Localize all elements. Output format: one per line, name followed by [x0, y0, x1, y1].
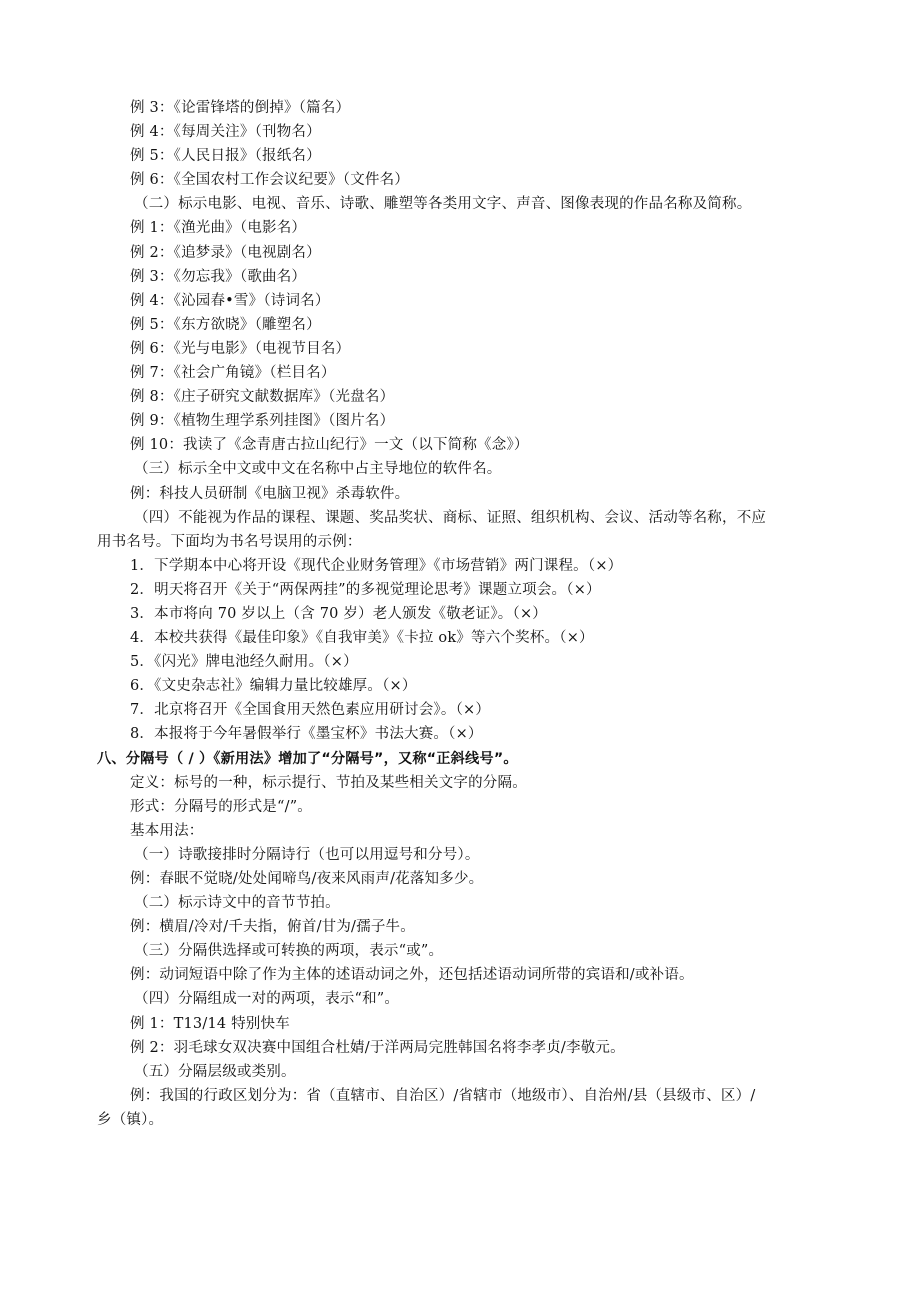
text-line: （二）标示电影、电视、音乐、诗歌、雕塑等各类用文字、声音、图像表现的作品名称及简称。 — [134, 196, 752, 213]
text-line: 定义：标号的一种，标示提行、节拍及某些相关文字的分隔。 — [130, 774, 527, 791]
text-line: 例：我国的行政区划分为：省（直辖市、自治区）/省辖市（地级市）、自治州/县（县级市、区）/ — [130, 1087, 756, 1104]
text-line: （四）不能视为作品的课程、课题、奖品奖状、商标、证照、组织机构、会议、活动等名称，不应 — [134, 509, 767, 526]
text-line: 2．明天将召开《关于“两保两挂”的多视觉理论思考》课题立项会。（×） — [130, 581, 601, 598]
text-line: （三）标示全中文或中文在名称中占主导地位的软件名。 — [134, 461, 502, 478]
text-line: 基本用法： — [130, 822, 204, 839]
text-line: 例 10：我读了《念青唐古拉山纪行》一文（以下简称《念》） — [130, 437, 529, 454]
text-line: 5．《闪光》牌电池经久耐用。（×） — [130, 654, 358, 671]
text-line: 1．下学期本中心将开设《现代企业财务管理》《市场营销》两门课程。（×） — [130, 557, 623, 574]
text-line: 例 4：《沁园春•雪》（诗词名） — [130, 292, 330, 309]
text-line: 例 5：《人民日报》（报纸名） — [130, 148, 321, 165]
text-line: 例 9：《植物生理学系列挂图》（图片名） — [130, 413, 395, 430]
text-line: 形式：分隔号的形式是“/”。 — [130, 798, 313, 815]
text-line: 8．本报将于今年暑假举行《墨宝杯》书法大赛。（×） — [130, 726, 483, 743]
text-line: 4．本校共获得《最佳印象》《自我审美》《卡拉 ok》等六个奖杯。（×） — [130, 630, 594, 647]
section-heading: 八、分隔号（ / ）《新用法》增加了“分隔号”，又称“正斜线号”。 — [97, 750, 518, 767]
text-line: 7．北京将召开《全国食用天然色素应用研讨会》。（×） — [130, 702, 491, 719]
document-body — [0, 96, 920, 1132]
text-line: （三）分隔供选择或可转换的两项，表示“或”。 — [134, 943, 444, 960]
text-line: （一）诗歌接排时分隔诗行（也可以用逗号和分号）。 — [134, 846, 480, 863]
text-line: （四）分隔组成一对的两项，表示“和”。 — [134, 991, 400, 1008]
text-line: 例 2：羽毛球女双决赛中国组合杜婧/于洋两局完胜韩国名将李孝贞/李敬元。 — [130, 1039, 625, 1056]
text-line: 例 8：《庄子研究文献数据库》（光盘名） — [130, 389, 395, 406]
text-line: 例：动词短语中除了作为主体的述语动词之外，还包括述语动词所带的宾语和/或补语。 — [130, 967, 694, 984]
text-line: 例：横眉/冷对/千夫指，俯首/甘为/孺子牛。 — [130, 919, 415, 936]
text-line: 3．本市将向 70 岁以上（含 70 岁）老人颁发《敬老证》。（×） — [130, 605, 548, 622]
text-line: （二）标示诗文中的音节节拍。 — [134, 895, 340, 912]
text-line: 例 2：《追梦录》（电视剧名） — [130, 244, 321, 261]
text-line: 例 6：《光与电影》（电视节目名） — [130, 340, 351, 357]
text-line: 例 6：《全国农村工作会议纪要》（文件名） — [130, 172, 410, 189]
text-line: 例：春眠不觉晓/处处闻啼鸟/夜来风雨声/花落知多少。 — [130, 871, 484, 887]
text-line: 例 1：T13/14 特别快车 — [130, 1015, 290, 1032]
text-line: 例 3：《论雷锋塔的倒掉》（篇名） — [130, 100, 351, 116]
text-line: 例 4：《每周关注》（刊物名） — [130, 124, 321, 141]
text-line: 乡（镇）。 — [97, 1111, 164, 1128]
text-line: （五）分隔层级或类别。 — [134, 1063, 296, 1080]
text-line: 例：科技人员研制《电脑卫视》杀毒软件。 — [130, 485, 410, 502]
text-line: 6．《文史杂志社》编辑力量比较雄厚。（×） — [130, 678, 417, 695]
text-line: 用书名号。下面均为书名号误用的示例： — [97, 533, 362, 550]
text-line: 例 1：《渔光曲》（电影名） — [130, 220, 307, 237]
text-line: 例 3：《勿忘我》（歌曲名） — [130, 268, 307, 285]
text-line: 例 7：《社会广角镜》（栏目名） — [130, 365, 336, 382]
text-line: 例 5：《东方欲晓》（雕塑名） — [130, 316, 321, 333]
